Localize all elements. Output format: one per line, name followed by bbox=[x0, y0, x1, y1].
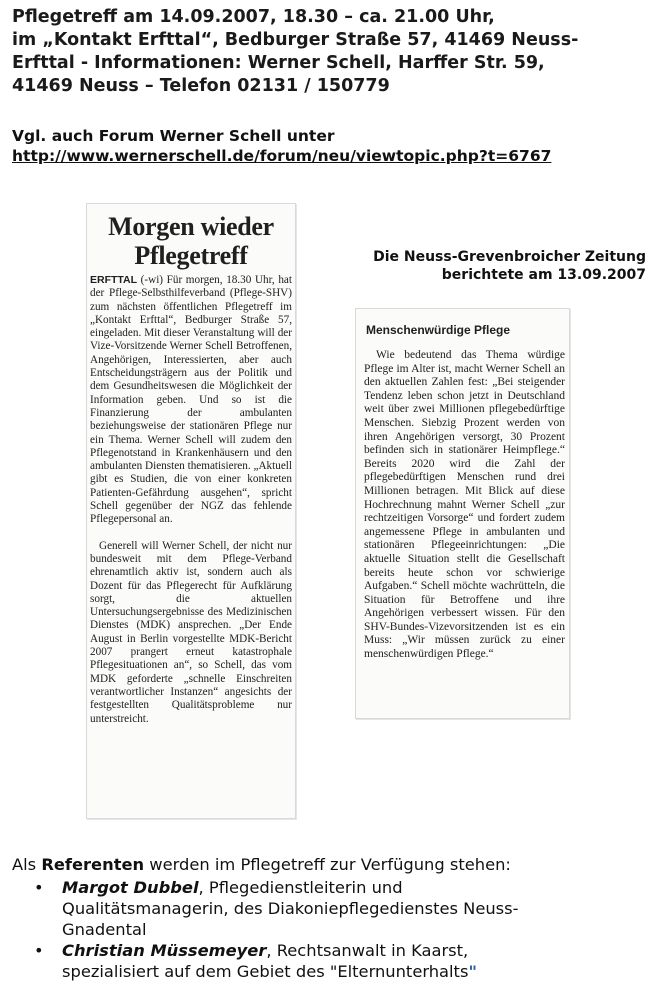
speaker-role-line-3: Gnadental bbox=[62, 920, 147, 939]
newspaper-clipping-morgen bbox=[86, 203, 296, 819]
closing-quote: " bbox=[468, 962, 477, 981]
forum-link[interactable]: http://www.wernerschell.de/forum/neu/viewtopic.php?t=6767 bbox=[12, 147, 552, 165]
speakers-intro-bold: Referenten bbox=[41, 855, 145, 874]
header-line-2: im „Kontakt Erfttal“, Bedburger Straße 57, 41469 Neuss- bbox=[12, 30, 579, 50]
bullet-icon: • bbox=[34, 941, 44, 960]
clipping2-body: Wie bedeutend das Thema würdige Pflege im Alter ist, macht Werner Schell an den aktuellen Zahlen fest: „Bei steigender Tendenz leben schon jetzt in Deutschland weit über zwei Millionen pflegebedürftige Menschen. Siebzig Prozent werden von ihren Angehörigen versorgt, 30 Prozent befinden sich in stationärer Heimpflege.“ Bereits 2020 wird die Zahl der pflegebedürftigen Menschen rund drei Millionen betragen. Mit Blick auf diese Hochrechnung mahnt Werner Schell „zur rechtzeitigen Vorsorge“ und fordert zudem angemessene Pflege in ambulanten und stationären Pflegeeinrichtungen: „Die aktuelle Situation stellt die Gesellschaft bereits heute schon vor schwierige Aufgaben.“ Schell möchte wachrütteln, die Situation für Betroffene und ihre Angehörigen verbessert wissen. Für den SHV-Bundes-Vizevorsitzenden ist es ein Muss: „Wir müssen zurück zu einer menschenwürdigen Pflege.“ bbox=[364, 349, 565, 661]
clipping-body bbox=[87, 274, 295, 726]
ngz-caption-line-1: Die Neuss-Grevenbroicher Zeitung bbox=[373, 249, 646, 265]
ngz-caption-line-2: berichtete am 13.09.2007 bbox=[441, 267, 646, 283]
speakers-intro-start: Als bbox=[12, 855, 42, 874]
clipping-headline bbox=[87, 212, 295, 270]
speaker-name: Christian Müssemeyer bbox=[62, 941, 267, 960]
clipping-dateline: ERFTTAL bbox=[90, 274, 138, 286]
speakers-list bbox=[12, 877, 652, 982]
header-line-3: Erfttal - Informationen: Werner Schell, Harffer Str. 59, bbox=[12, 53, 545, 73]
header-line-4: 41469 Neuss – Telefon 02131 / 150779 bbox=[12, 76, 390, 96]
newspaper-clipping-menschenwuerdig bbox=[355, 308, 570, 719]
event-header bbox=[12, 6, 648, 98]
speaker-role-line-2 bbox=[62, 961, 652, 982]
speakers-intro bbox=[12, 854, 652, 875]
clipping-paragraph-1 bbox=[90, 274, 292, 527]
speaker-role: , Rechtsanwalt in Kaarst, bbox=[266, 941, 469, 960]
speaker-item bbox=[12, 940, 652, 982]
speakers-intro-end: werden im Pflegetreff zur Verfügung stehen: bbox=[144, 855, 511, 874]
speaker-role-line-2: Qualitätsmanagerin, des Diakoniepflegedienstes Neuss- bbox=[62, 899, 519, 918]
speaker-item bbox=[12, 877, 652, 940]
ngz-caption bbox=[316, 248, 646, 284]
clipping-paragraph-2: Generell will Werner Schell, der nicht nur bundesweit mit dem Pflege-Verband ehrenamtlich aktiv ist, sondern auch als Dozent für das Pflegerecht für Aufklärung sorgt, die aktuellen Untersuchungsergebnisse des Medizinischen Dienstes (MDK) ansprechen. „Der Ende August in Berlin vorgestellte MDK-Bericht 2007 prangert erneut katastrophale Pflegesituationen an“, so Schell, das vom MDK geforderte „schnelle Einschreiten verantwortlicher Instanzen“ angesichts der festgestellten Qualitätsprobleme nur unterstreicht. bbox=[90, 539, 292, 725]
speakers-section bbox=[12, 854, 652, 982]
clipping-headline-line-2: Pflegetreff bbox=[134, 241, 248, 270]
header-line-1: Pflegetreff am 14.09.2007, 18.30 – ca. 21.00 Uhr, bbox=[12, 7, 495, 27]
speaker-name: Margot Dubbel bbox=[62, 878, 199, 897]
clipping-paragraph-1-text: (-wi) Für morgen, 18.30 Uhr, hat der Pflege-Selbsthilfeverband (Pflege-SHV) zum nächsten öffentlichen Pflegetreff im „Kontakt Erfttal“, Bedburger Straße 57, eingeladen. Mit dieser Veranstaltung will der Vize-Vorsitzende Werner Schell Betroffenen, Angehörigen, Interessierten, aber auch Entscheidungsträgern aus der Politik und dem Gesundheitswesen die Möglichkeit der Information geben. Und so ist die Finanzierung der ambulanten beziehungsweise der stationären Pflege nur ein Thema. Werner Schell will zudem den Pflegenotstand in Krankenhäusern und den ambulanten Diensten thematisieren. „Aktuell gibt es Studien, die von einer konkreten Patienten-Gefährdung ausgehen“, spricht Schell gegenüber der NGZ das fehlende Pflegepersonal an. bbox=[90, 274, 293, 526]
clipping2-headline: Menschenwürdige Pflege bbox=[366, 323, 511, 337]
forum-reference-text: Vgl. auch Forum Werner Schell unter bbox=[12, 127, 335, 145]
bullet-icon: • bbox=[34, 878, 44, 897]
speaker-role: , Pflegedienstleiterin und bbox=[198, 878, 403, 897]
speaker-role-line-2-text: spezialisiert auf dem Gebiet des "Elternunterhalts bbox=[62, 962, 469, 981]
clipping-headline-line-1: Morgen wieder bbox=[108, 212, 274, 241]
forum-reference bbox=[12, 126, 551, 166]
